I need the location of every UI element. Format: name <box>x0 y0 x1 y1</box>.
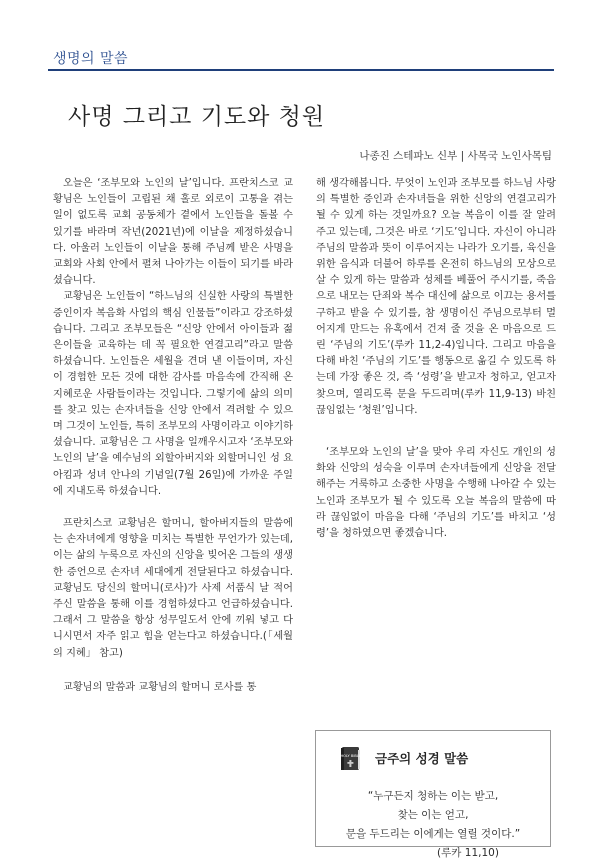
verse-reference: (루카 11,10) <box>437 847 499 859</box>
paragraph: 교황님의 말씀과 교황님의 할머니 로사를 통 <box>63 681 257 693</box>
verse-text <box>316 787 550 863</box>
paragraph: 교황님은 노인들이 “하느님의 신실한 사랑의 특별한 증인이자 복음화 사업의 핵심 인물들”이라고 강조하셨습니다. 그리고 조부모들은 “신앙 안에서 아이들과 젊은이들을 교육하는 데 꼭 필요한 연결고리”라고 말씀하셨습니다. 노인들은 세월을 견뎌 낸 이들이며, 자신이 경험한 모든 것에 대한 감사를 마음속에 간직해 온 지혜로운 사람들이라는 것입니다. 그렇기에 삶의 의미를 찾고 있는 손자녀들을 신앙 안에서 격려할 수 있으며 그것이 노인들, 특히 조부모의 사명이라고 이야기하셨습니다. 교황님은 그 사명을 일깨우시고자 ‘조부모와 노인의 날’을 예수님의 외할아버지와 외할머니인 성 요아킴과 성녀 안나의 기념일(7월 26일)에 가까운 주일에 지내도록 하셨습니다. <box>53 291 293 497</box>
weekly-verse-box <box>315 730 551 859</box>
right-column <box>316 176 556 542</box>
verse-title: 금주의 성경 말씀 <box>375 751 469 766</box>
verse-header <box>328 744 540 774</box>
paragraph: 해 생각해봅니다. 무엇이 노인과 조부모를 하느님 사랑의 특별한 증인과 손자녀들을 위한 신앙의 연결고리가 될 수 있게 하는 것일까요? 오늘 복음이 이를 잘 알려주고 있는데, 그것은 바로 ‘기도’입니다. 자신이 아니라 주님의 말씀과 뜻이 이루어지는 나라가 오기를, 육신을 위한 음식과 더불어 하루를 온전히 하느님의 모상으로 살 수 있게 하는 말씀과 성체를 베풀어 주시기를, 죽음으로 내모는 단죄와 복수 대신에 삶으로 이끄는 용서를 구하고 받을 수 있기를, 참 생명이신 주님으로부터 멀어지게 만드는 유혹에서 건져 줄 것을 온 마음으로 드린 ‘주님의 기도’(루카 11,2-4)입니다. 그리고 마음을 다해 바친 ‘주님의 기도’를 행동으로 옮길 수 있도록 하는데 가장 좋은 것, 즉 ‘성령’을 받고자 청하고, 얻고자 찾으며, 열리도록 문을 두드리며(루카 11,9-13) 바친 끊임없는 ‘청원’입니다. <box>316 178 556 416</box>
verse-line: 문을 두드리는 이에게는 열릴 것이다.” <box>345 828 521 840</box>
verse-line: “누구든지 청하는 이는 받고, <box>367 790 499 802</box>
bible-cover-text: HOLY BIBLE <box>340 754 362 758</box>
bible-icon <box>336 744 366 778</box>
paragraph: ‘조부모와 노인의 날’을 맞아 우리 자신도 개인의 성화와 신앙의 성숙을 이루며 손자녀들에게 신앙을 전달해주는 거룩하고 소중한 사명을 수행해 나아갈 수 있는 노인과 조부모가 될 수 있도록 오늘 복음의 말씀에 따라 끊임없이 마음을 다해 ‘주님의 기도’를 바치고 ‘성령’을 청하였으면 좋겠습니다. <box>316 447 556 540</box>
verse-line: 찾는 이는 얻고, <box>397 809 469 821</box>
paragraph: 프란치스코 교황님은 할머니, 할아버지들의 말씀에는 손자녀에게 영향을 미치는 특별한 무언가가 있는데, 이는 삶의 누룩으로 자신의 신앙을 빚어온 그들의 생생한 증언으로 손자녀 세대에게 전달된다고 하셨습니다. 교황님도 당신의 할머니(로사)가 사제 서품식 날 적어 주신 말씀을 통해 이를 경험하셨다고 언급하셨습니다. 그래서 그 말씀을 항상 성무일도서 안에 끼워 넣고 다니시면서 자주 읽고 힘을 얻는다고 하셨습니다.(「세월의 지혜」 참고) <box>53 518 293 659</box>
section-title: 생명의 말씀 <box>53 51 129 67</box>
author-byline: 나종진 스테파노 신부 | 사목국 노인사목팀 <box>359 150 552 162</box>
header-divider <box>48 69 554 71</box>
paragraph: 오늘은 ‘조부모와 노인의 날’입니다. 프란치스코 교황님은 노인들이 고립된 채 홀로 외로이 고통을 겪는 일이 없도록 교회 공동체가 곁에서 노인들을 돌볼 수 있기를 바라며 작년(2021년)에 이날을 제정하셨습니다. 아울러 노인들이 이날을 통해 주님께 받은 사명을 교회와 사회 안에서 펼쳐 나아가는 이들이 되기를 바라셨습니다. <box>53 178 293 287</box>
left-column <box>53 176 293 696</box>
article-title: 사명 그리고 기도와 청원 <box>68 104 326 130</box>
